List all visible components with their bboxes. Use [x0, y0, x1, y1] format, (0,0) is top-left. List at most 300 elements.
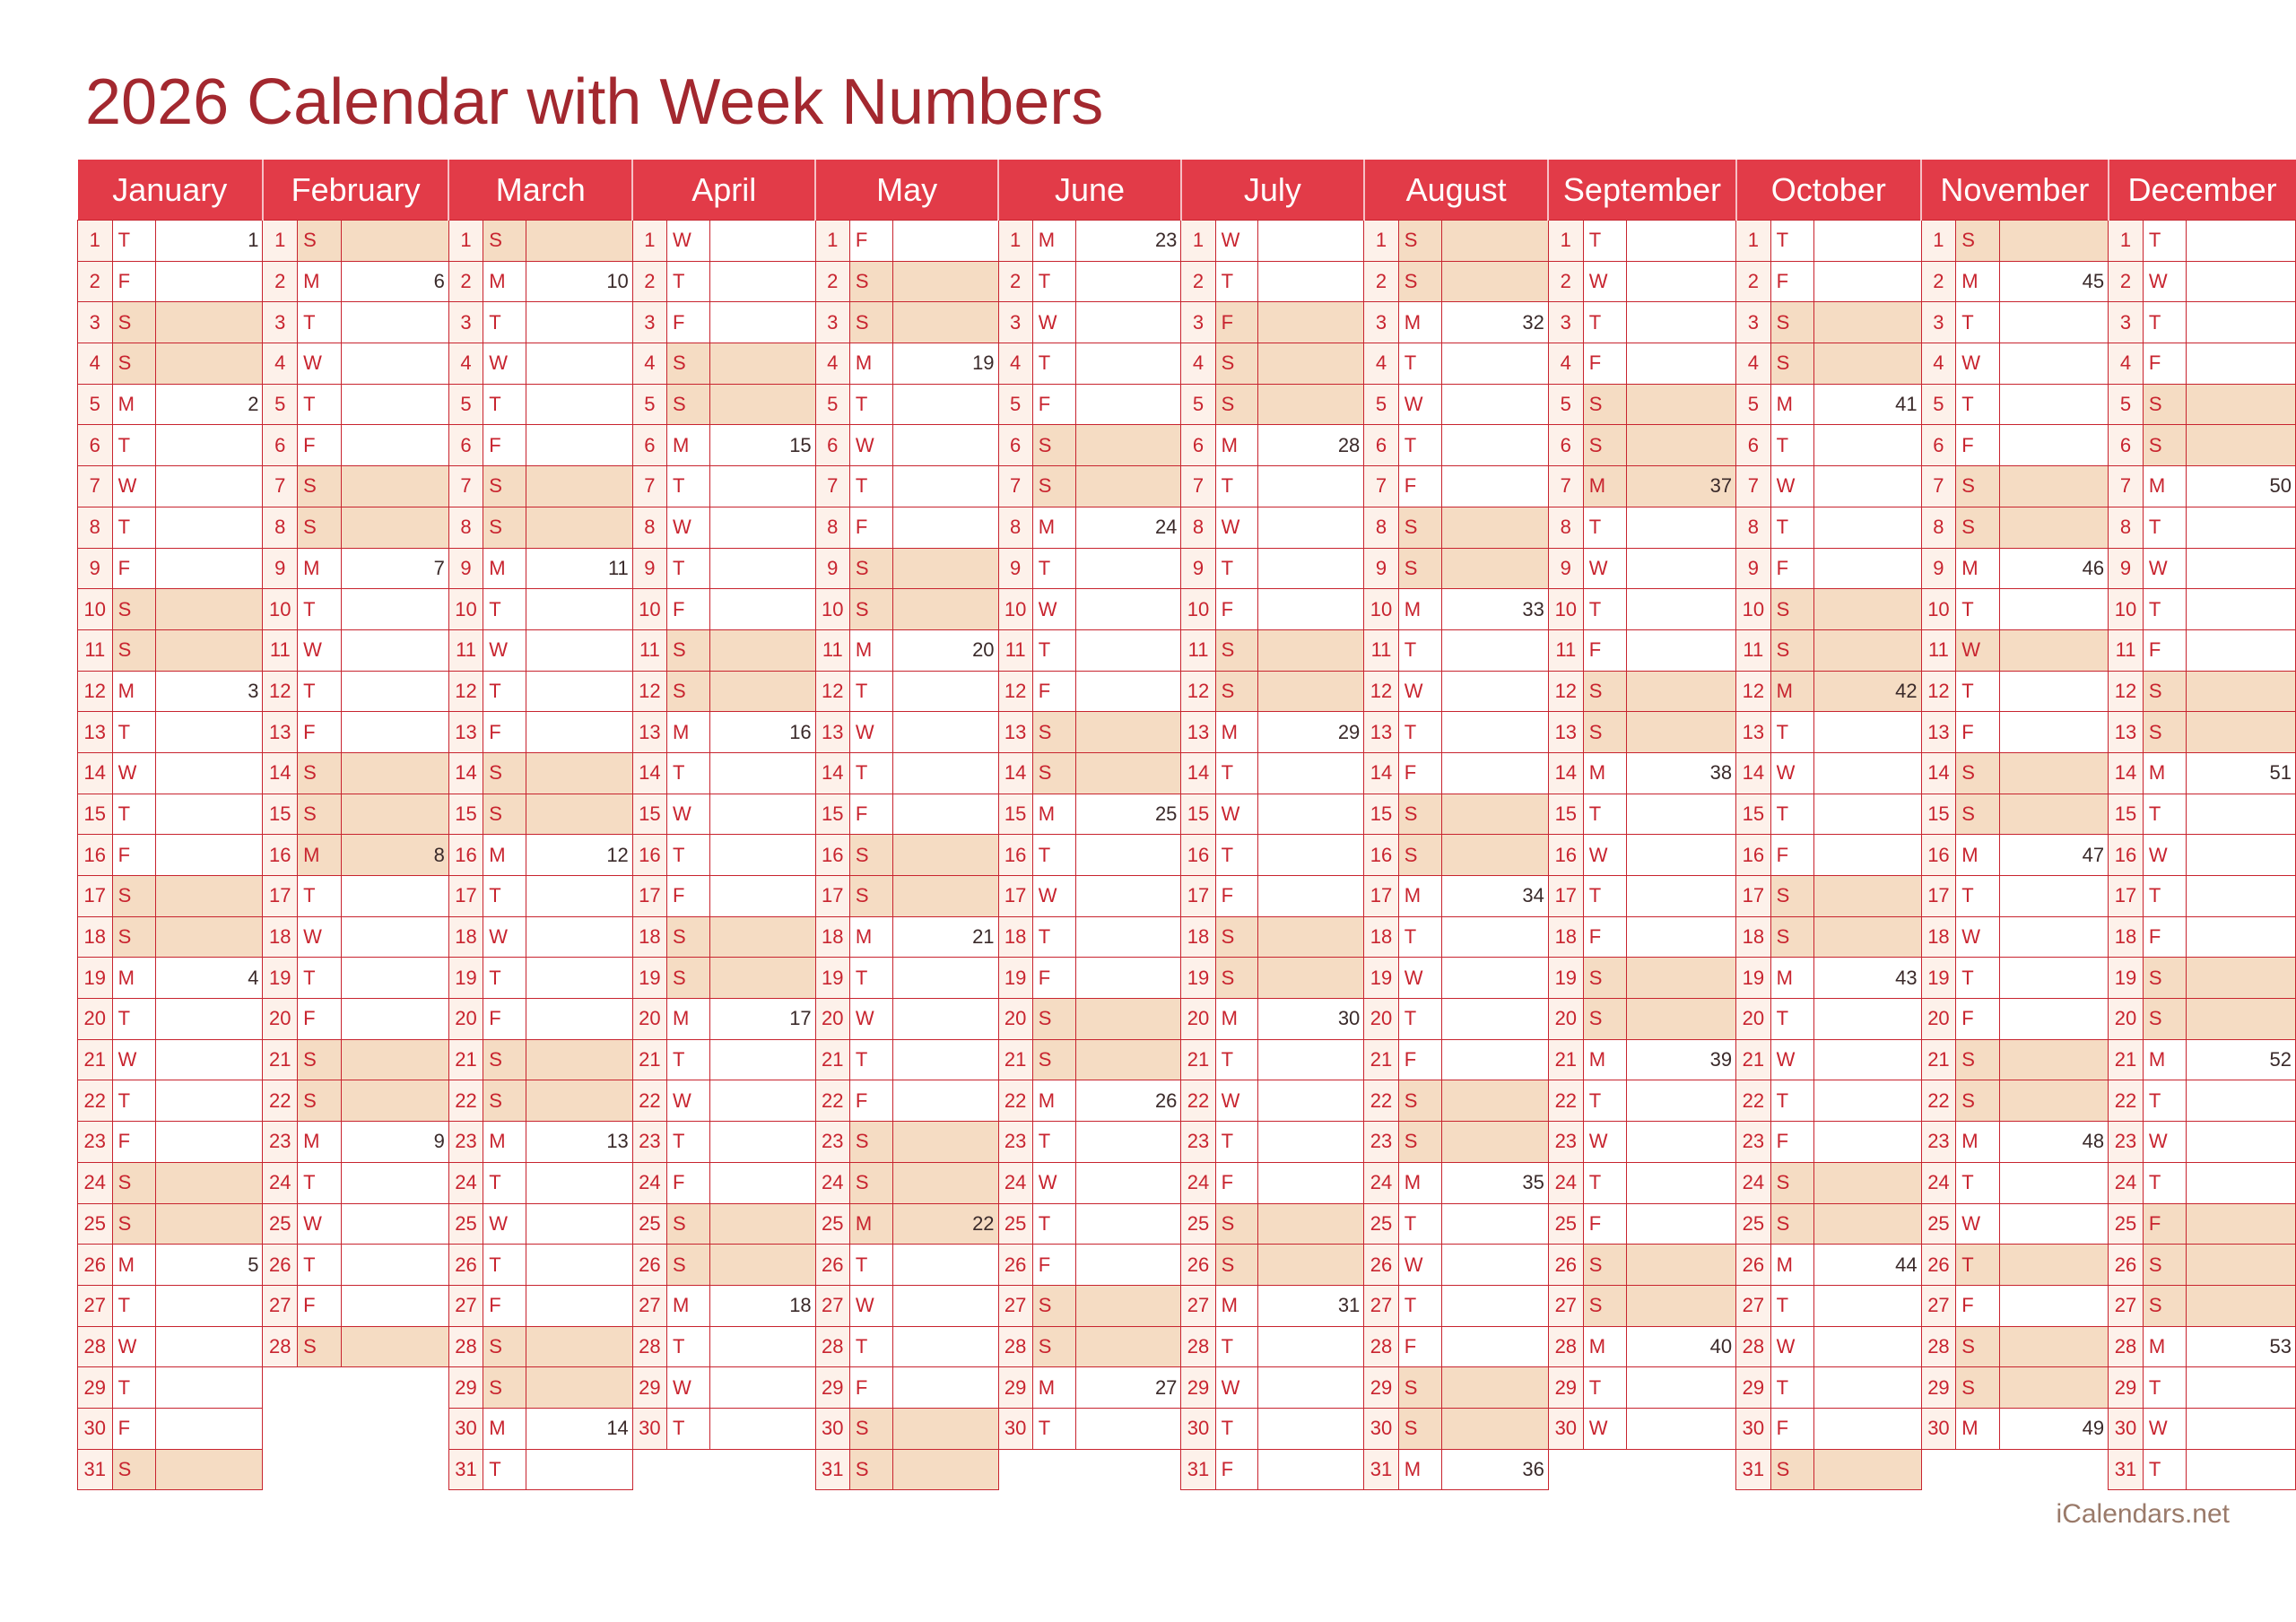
week-number — [155, 794, 263, 835]
weekday-letter: T — [1583, 221, 1627, 262]
weekday-letter: F — [1770, 1122, 1813, 1163]
week-number — [1999, 1080, 2108, 1122]
weekday-letter: S — [1583, 671, 1627, 712]
week-number — [155, 876, 263, 917]
weekday-letter: T — [667, 752, 710, 794]
day-number: 12 — [2109, 671, 2144, 712]
day-number: 19 — [263, 958, 298, 999]
day-number: 17 — [78, 876, 113, 917]
day-number: 30 — [1181, 1408, 1215, 1449]
week-number: 42 — [1813, 671, 1921, 712]
weekday-letter: W — [1398, 671, 1441, 712]
weekday-letter: W — [112, 752, 155, 794]
week-number — [1075, 343, 1181, 385]
week-number — [2187, 343, 2296, 385]
day-number: 20 — [1736, 999, 1771, 1040]
week-number: 11 — [526, 548, 633, 589]
day-number: 7 — [815, 466, 849, 507]
week-number — [1075, 1122, 1181, 1163]
day-number: 13 — [632, 712, 666, 753]
weekday-letter: S — [1215, 1203, 1258, 1245]
week-number — [341, 671, 448, 712]
weekday-letter: S — [849, 1122, 892, 1163]
day-number: 17 — [632, 876, 666, 917]
week-number — [1441, 1080, 1548, 1122]
weekday-letter: T — [849, 384, 892, 425]
weekday-letter: S — [2143, 999, 2187, 1040]
week-number — [155, 1039, 263, 1080]
week-number — [1258, 589, 1364, 630]
week-number: 10 — [526, 261, 633, 302]
weekday-letter: F — [1956, 999, 2000, 1040]
day-number: 13 — [998, 712, 1032, 753]
empty-cell — [263, 1449, 448, 1490]
weekday-letter: W — [483, 343, 526, 385]
weekday-letter: S — [1770, 629, 1813, 671]
weekday-letter: T — [483, 671, 526, 712]
week-number — [2187, 835, 2296, 876]
day-number: 29 — [448, 1367, 483, 1409]
day-number: 25 — [263, 1203, 298, 1245]
day-number: 14 — [632, 752, 666, 794]
week-number — [2187, 425, 2296, 466]
weekday-letter: T — [1770, 425, 1813, 466]
day-row — [78, 794, 2296, 835]
day-number: 5 — [1548, 384, 1583, 425]
weekday-letter: T — [1956, 1162, 2000, 1203]
week-number — [2187, 384, 2296, 425]
week-number: 40 — [1627, 1326, 1736, 1367]
week-number — [1075, 1285, 1181, 1326]
week-number — [892, 589, 998, 630]
week-number: 39 — [1627, 1039, 1736, 1080]
day-number: 7 — [2109, 466, 2144, 507]
week-number — [1258, 1408, 1364, 1449]
week-number: 15 — [709, 425, 815, 466]
day-number: 16 — [1921, 835, 1956, 876]
day-number: 13 — [815, 712, 849, 753]
week-number — [892, 1122, 998, 1163]
weekday-letter: W — [2143, 548, 2187, 589]
weekday-letter: T — [298, 1162, 341, 1203]
week-number — [526, 1449, 633, 1490]
week-number — [1627, 712, 1736, 753]
weekday-letter: S — [1583, 384, 1627, 425]
day-number: 11 — [632, 629, 666, 671]
day-row — [78, 1203, 2296, 1245]
day-number: 9 — [815, 548, 849, 589]
weekday-letter: T — [112, 507, 155, 548]
day-number: 6 — [2109, 425, 2144, 466]
day-number: 31 — [1736, 1449, 1771, 1490]
weekday-letter: M — [1956, 1122, 2000, 1163]
week-number: 38 — [1627, 752, 1736, 794]
weekday-letter: T — [112, 1285, 155, 1326]
week-number — [341, 916, 448, 958]
week-number: 41 — [1813, 384, 1921, 425]
weekday-letter: M — [298, 1122, 341, 1163]
weekday-letter: T — [1583, 1080, 1627, 1122]
day-number: 11 — [78, 629, 113, 671]
weekday-letter: W — [1770, 752, 1813, 794]
day-number: 3 — [1364, 302, 1398, 343]
day-number: 14 — [448, 752, 483, 794]
weekday-letter: T — [1956, 671, 2000, 712]
day-number: 21 — [78, 1039, 113, 1080]
weekday-letter: T — [112, 1367, 155, 1409]
weekday-letter: S — [1398, 835, 1441, 876]
weekday-letter: F — [667, 1162, 710, 1203]
weekday-letter: S — [483, 1080, 526, 1122]
weekday-letter: S — [1398, 794, 1441, 835]
weekday-letter: T — [1956, 384, 2000, 425]
day-number: 12 — [263, 671, 298, 712]
day-number: 26 — [632, 1245, 666, 1286]
day-number: 13 — [1181, 712, 1215, 753]
day-number: 2 — [263, 261, 298, 302]
day-number: 14 — [815, 752, 849, 794]
weekday-letter: M — [1032, 507, 1075, 548]
week-number — [1441, 1122, 1548, 1163]
week-number — [526, 876, 633, 917]
weekday-letter: S — [667, 958, 710, 999]
weekday-letter: M — [483, 1408, 526, 1449]
weekday-letter: F — [483, 712, 526, 753]
day-number: 10 — [998, 589, 1032, 630]
weekday-letter: M — [1583, 1039, 1627, 1080]
week-number — [1627, 835, 1736, 876]
weekday-letter: W — [1770, 1326, 1813, 1367]
weekday-letter: T — [1583, 507, 1627, 548]
week-number — [1075, 958, 1181, 999]
day-number: 15 — [1921, 794, 1956, 835]
day-number: 5 — [815, 384, 849, 425]
week-number — [1813, 1080, 1921, 1122]
week-number — [341, 958, 448, 999]
weekday-letter: F — [298, 999, 341, 1040]
week-number: 13 — [526, 1122, 633, 1163]
week-number — [1258, 671, 1364, 712]
day-number: 16 — [78, 835, 113, 876]
week-number — [892, 1285, 998, 1326]
day-number: 5 — [263, 384, 298, 425]
weekday-letter: T — [849, 1326, 892, 1367]
day-number: 16 — [263, 835, 298, 876]
day-number: 14 — [2109, 752, 2144, 794]
weekday-letter: M — [298, 548, 341, 589]
week-number — [1441, 916, 1548, 958]
week-number — [526, 958, 633, 999]
weekday-letter: T — [667, 835, 710, 876]
day-number: 20 — [632, 999, 666, 1040]
week-number — [1441, 507, 1548, 548]
day-number: 17 — [1921, 876, 1956, 917]
week-number — [1258, 384, 1364, 425]
week-number — [1999, 958, 2108, 999]
month-header-november: November — [1921, 160, 2109, 221]
week-number — [341, 1326, 448, 1367]
weekday-letter: S — [483, 752, 526, 794]
day-number: 10 — [1548, 589, 1583, 630]
day-number: 25 — [1364, 1203, 1398, 1245]
weekday-letter: S — [667, 629, 710, 671]
day-number: 13 — [1548, 712, 1583, 753]
day-number: 4 — [78, 343, 113, 385]
week-number — [1999, 1162, 2108, 1203]
weekday-letter: F — [483, 999, 526, 1040]
weekday-letter: F — [667, 589, 710, 630]
weekday-letter: F — [1215, 302, 1258, 343]
day-number: 22 — [1548, 1080, 1583, 1122]
weekday-letter: T — [1583, 302, 1627, 343]
weekday-letter: W — [298, 916, 341, 958]
week-number: 21 — [892, 916, 998, 958]
day-number: 9 — [263, 548, 298, 589]
week-number: 49 — [1999, 1408, 2108, 1449]
week-number — [1258, 343, 1364, 385]
weekday-letter: S — [1956, 466, 2000, 507]
day-number: 13 — [448, 712, 483, 753]
day-number: 4 — [263, 343, 298, 385]
week-number — [709, 1122, 815, 1163]
weekday-letter: W — [667, 1367, 710, 1409]
weekday-letter: T — [2143, 1080, 2187, 1122]
day-number: 10 — [263, 589, 298, 630]
day-number: 15 — [1364, 794, 1398, 835]
week-number — [709, 1039, 815, 1080]
week-number: 48 — [1999, 1122, 2108, 1163]
day-number: 3 — [1181, 302, 1215, 343]
day-row — [78, 343, 2296, 385]
week-number — [1627, 425, 1736, 466]
weekday-letter: W — [1032, 589, 1075, 630]
day-row — [78, 916, 2296, 958]
week-number — [1813, 1285, 1921, 1326]
weekday-letter: T — [667, 548, 710, 589]
day-number: 8 — [1921, 507, 1956, 548]
weekday-letter: M — [112, 671, 155, 712]
day-number: 1 — [998, 221, 1032, 262]
week-number: 2 — [155, 384, 263, 425]
day-number: 24 — [1364, 1162, 1398, 1203]
week-number — [1999, 384, 2108, 425]
weekday-letter: S — [1956, 1326, 2000, 1367]
weekday-letter: S — [1032, 712, 1075, 753]
weekday-letter: F — [112, 1408, 155, 1449]
day-number: 3 — [78, 302, 113, 343]
week-number — [1075, 1162, 1181, 1203]
day-number: 30 — [815, 1408, 849, 1449]
day-number: 25 — [1736, 1203, 1771, 1245]
day-number: 6 — [78, 425, 113, 466]
day-number: 22 — [2109, 1080, 2144, 1122]
empty-cell — [1548, 1449, 1735, 1490]
week-number — [892, 1162, 998, 1203]
week-number — [1258, 221, 1364, 262]
week-number — [709, 1408, 815, 1449]
week-number — [526, 916, 633, 958]
day-number: 11 — [815, 629, 849, 671]
day-number: 28 — [815, 1326, 849, 1367]
day-number: 16 — [998, 835, 1032, 876]
week-number — [709, 1162, 815, 1203]
week-number: 18 — [709, 1285, 815, 1326]
day-row — [78, 958, 2296, 999]
week-number — [1075, 261, 1181, 302]
weekday-letter: T — [1583, 1367, 1627, 1409]
weekday-letter: S — [112, 1203, 155, 1245]
week-number — [2187, 1203, 2296, 1245]
weekday-letter: T — [1215, 1326, 1258, 1367]
week-number — [709, 589, 815, 630]
day-number: 16 — [815, 835, 849, 876]
weekday-letter: S — [1956, 1367, 2000, 1409]
weekday-letter: M — [849, 343, 892, 385]
month-header-march: March — [448, 160, 632, 221]
day-number: 2 — [78, 261, 113, 302]
day-number: 3 — [632, 302, 666, 343]
week-number — [1999, 1285, 2108, 1326]
week-number — [155, 425, 263, 466]
weekday-letter: F — [1770, 1408, 1813, 1449]
day-number: 12 — [78, 671, 113, 712]
week-number — [1999, 999, 2108, 1040]
weekday-letter: S — [1032, 1285, 1075, 1326]
weekday-letter: T — [1770, 1367, 1813, 1409]
day-number: 1 — [448, 221, 483, 262]
day-number: 3 — [448, 302, 483, 343]
weekday-letter: T — [1032, 916, 1075, 958]
weekday-letter: T — [1398, 916, 1441, 958]
day-number: 25 — [998, 1203, 1032, 1245]
weekday-letter: T — [1956, 958, 2000, 999]
weekday-letter: T — [112, 712, 155, 753]
weekday-letter: W — [849, 1285, 892, 1326]
weekday-letter: T — [483, 384, 526, 425]
week-number — [892, 302, 998, 343]
day-number: 4 — [1181, 343, 1215, 385]
weekday-letter: F — [1770, 835, 1813, 876]
weekday-letter: W — [1215, 1367, 1258, 1409]
weekday-letter: S — [2143, 1285, 2187, 1326]
weekday-letter: S — [298, 221, 341, 262]
week-number — [1627, 876, 1736, 917]
weekday-letter: S — [1032, 999, 1075, 1040]
day-number: 2 — [1181, 261, 1215, 302]
weekday-letter: T — [2143, 589, 2187, 630]
week-number — [709, 466, 815, 507]
day-number: 22 — [263, 1080, 298, 1122]
weekday-letter: T — [1583, 794, 1627, 835]
week-number: 6 — [341, 261, 448, 302]
week-number — [341, 712, 448, 753]
day-number: 6 — [1548, 425, 1583, 466]
week-number — [341, 221, 448, 262]
week-number: 12 — [526, 835, 633, 876]
week-number — [892, 876, 998, 917]
weekday-letter: T — [1956, 1245, 2000, 1286]
day-number: 26 — [815, 1245, 849, 1286]
weekday-letter: F — [1215, 1449, 1258, 1490]
day-number: 13 — [263, 712, 298, 753]
day-number: 21 — [1921, 1039, 1956, 1080]
weekday-letter: T — [1215, 1408, 1258, 1449]
week-number — [1258, 507, 1364, 548]
week-number — [1999, 712, 2108, 753]
weekday-letter: W — [849, 999, 892, 1040]
day-number: 24 — [632, 1162, 666, 1203]
week-number — [709, 794, 815, 835]
day-number: 25 — [1921, 1203, 1956, 1245]
day-number: 11 — [1548, 629, 1583, 671]
weekday-letter: S — [1032, 425, 1075, 466]
week-number — [341, 1285, 448, 1326]
day-number: 12 — [448, 671, 483, 712]
day-number: 27 — [632, 1285, 666, 1326]
day-number: 15 — [998, 794, 1032, 835]
week-number: 35 — [1441, 1162, 1548, 1203]
weekday-letter: T — [1398, 629, 1441, 671]
weekday-letter: M — [1215, 712, 1258, 753]
week-number — [1627, 999, 1736, 1040]
day-number: 3 — [998, 302, 1032, 343]
week-number: 29 — [1258, 712, 1364, 753]
week-number — [1813, 876, 1921, 917]
weekday-letter: S — [1032, 466, 1075, 507]
month-header-row — [78, 160, 2296, 221]
weekday-letter: S — [1215, 629, 1258, 671]
day-number: 23 — [263, 1122, 298, 1163]
week-number — [892, 221, 998, 262]
week-number: 4 — [155, 958, 263, 999]
day-number: 19 — [2109, 958, 2144, 999]
weekday-letter: S — [849, 302, 892, 343]
weekday-letter: F — [1956, 425, 2000, 466]
week-number — [1075, 671, 1181, 712]
week-number — [1627, 1162, 1736, 1203]
weekday-letter: S — [483, 794, 526, 835]
day-number: 5 — [1364, 384, 1398, 425]
day-number: 5 — [1736, 384, 1771, 425]
week-number — [709, 835, 815, 876]
week-number — [709, 1080, 815, 1122]
weekday-letter: T — [667, 261, 710, 302]
week-number — [341, 384, 448, 425]
week-number — [1999, 752, 2108, 794]
day-number: 2 — [1736, 261, 1771, 302]
week-number — [1258, 1122, 1364, 1163]
day-number: 15 — [448, 794, 483, 835]
week-number — [1441, 835, 1548, 876]
week-number — [1813, 1203, 1921, 1245]
day-number: 27 — [1181, 1285, 1215, 1326]
weekday-letter: F — [849, 794, 892, 835]
week-number — [1258, 1203, 1364, 1245]
day-number: 16 — [1364, 835, 1398, 876]
day-number: 9 — [1736, 548, 1771, 589]
calendar-body — [78, 221, 2296, 1490]
day-number: 28 — [263, 1326, 298, 1367]
day-number: 10 — [815, 589, 849, 630]
weekday-letter: M — [1956, 261, 2000, 302]
week-number — [1441, 712, 1548, 753]
weekday-letter: W — [1398, 384, 1441, 425]
week-number — [1075, 629, 1181, 671]
weekday-letter: W — [849, 425, 892, 466]
week-number: 47 — [1999, 835, 2108, 876]
day-number: 15 — [2109, 794, 2144, 835]
weekday-letter: T — [849, 1245, 892, 1286]
